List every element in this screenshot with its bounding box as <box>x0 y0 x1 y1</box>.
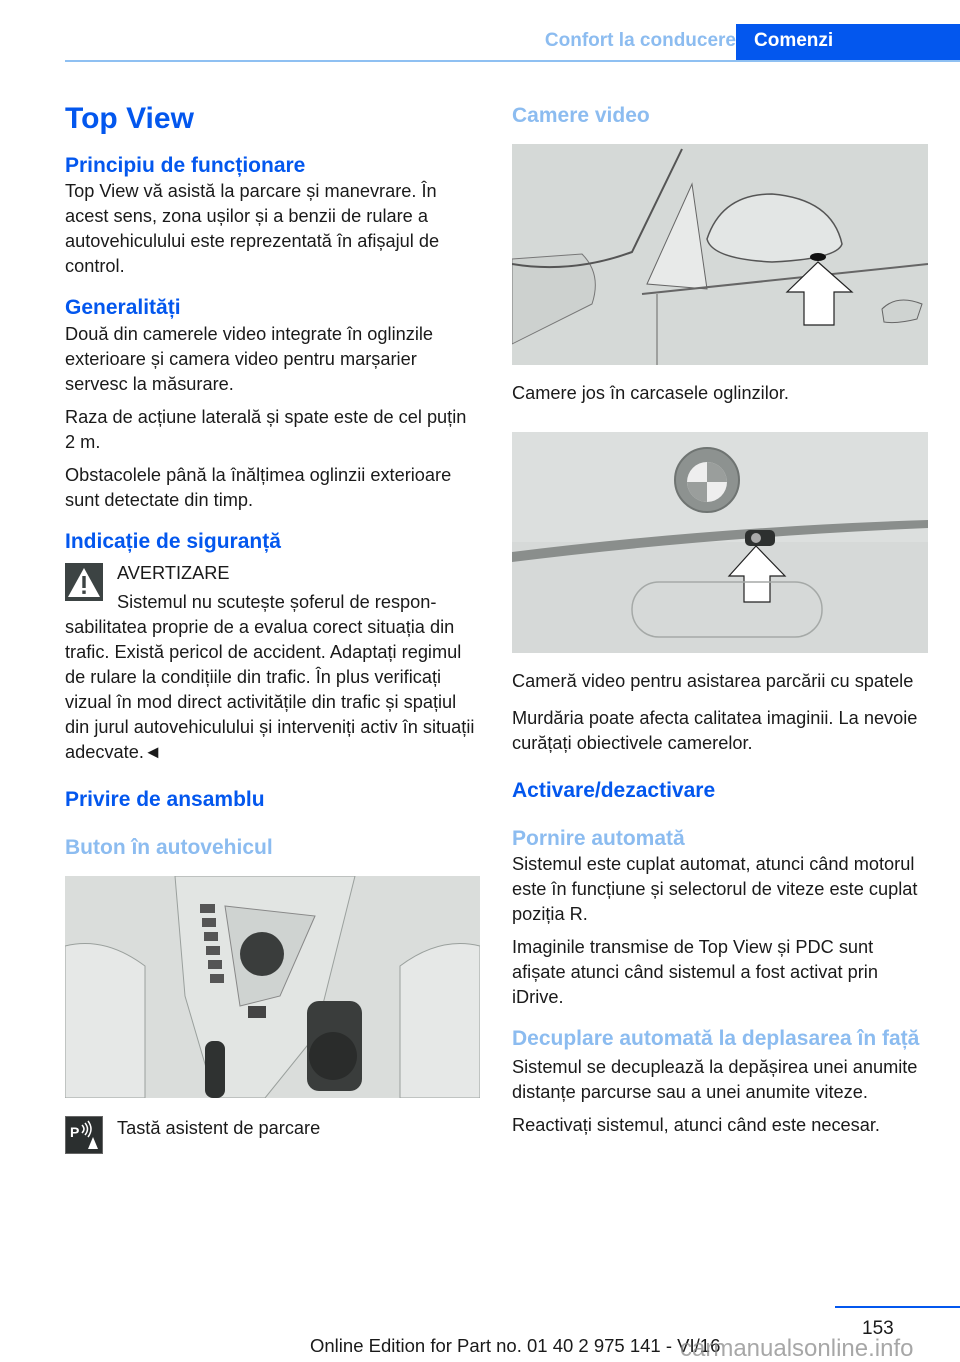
cameras-heading: Camere video <box>512 104 650 127</box>
park-assist-icon <box>65 1116 103 1154</box>
rear-camera-figure <box>512 432 928 653</box>
auto-start-paragraph: Sistemul este cuplat automat, atunci când motorul este în funcțiune și selectorul de viteze este cuplat poziția R. <box>512 853 918 924</box>
activation-heading: Activare/dezactivare <box>512 779 716 803</box>
page-title: Top View <box>65 102 194 135</box>
page-header <box>65 0 960 62</box>
button-subheading: Buton în autovehicul <box>65 836 273 859</box>
overview-heading: Privire de ansamblu <box>65 787 265 811</box>
watermark: carmanualsonline.info <box>680 1335 914 1362</box>
left-column <box>65 95 480 1160</box>
warning-triangle-icon <box>65 563 103 601</box>
general-paragraph: Raza de acțiune laterală și spate este de cel puțin 2 m. <box>65 406 467 452</box>
auto-stop-paragraph: Reactivați sistemul, atunci când este necesar. <box>512 1114 880 1135</box>
edition-text: Online Edition for Part no. 01 40 2 975 141 - VI/16 <box>310 1335 721 1356</box>
warning-block <box>65 561 480 765</box>
camera-cleaning-note: Murdăria poate afecta calitatea imaginii. La nevoie curățați obiectivele camerelor. <box>512 708 918 754</box>
svg-text:P: P <box>70 1124 80 1141</box>
park-assist-caption <box>65 1116 480 1160</box>
auto-start-heading: Pornire automată <box>512 827 685 851</box>
footer-divider <box>835 1306 960 1308</box>
section-tab[interactable]: Confort la conducere <box>544 30 736 51</box>
general-paragraph: Obstacolele până la înălțimea oglinzii exterioare sunt detectate din timp. <box>65 464 452 510</box>
auto-stop-paragraph: Sistemul se decuplează la depășirea unei anumite distanțe parcurse sau a unei anumite viteze. <box>512 1056 918 1102</box>
general-heading: Generalități <box>65 296 181 320</box>
mirror-camera-caption: Camere jos în carcasele oglinzilor. <box>512 383 789 404</box>
rear-camera-caption: Cameră video pentru asistarea parcării cu spatele <box>512 671 914 692</box>
warning-text: Sistemul nu scutește șoferul de responsabilitatea proprie de a evalua corect situația din trafic. Există pericol de accident. Adaptați regimul de rulare la condițiile din trafic. În plus verificați vizual în mod direct activitățile din trafic și spațiul din jurul autovehiculului și interveniți activ în situații adecvate.◄ <box>65 591 475 762</box>
center-console-figure <box>65 876 480 1098</box>
principle-heading: Principiu de funcționare <box>65 154 306 177</box>
warning-title: AVERTIZARE <box>117 562 230 583</box>
general-paragraph: Două din camerele video integrate în oglinzile exterioare și camera video pentru marșarier servesc la măsurare. <box>65 323 434 394</box>
auto-start-paragraph: Imaginile transmise de Top View și PDC sunt afișate atunci când sistemul a fost activat prin iDrive. <box>512 936 878 1007</box>
auto-stop-heading: Decuplare automată la deplasarea în față <box>512 1026 920 1050</box>
principle-text: Top View vă asistă la parcare și manevrare. În acest sens, zona ușilor și a benzii de rulare a autovehiculului este reprezentată în afișajul de control. <box>65 181 440 277</box>
mirror-camera-figure <box>512 144 928 365</box>
right-column <box>512 95 928 1138</box>
page-number: 153 <box>862 1318 894 1339</box>
park-assist-label: Tastă asistent de parcare <box>117 1118 321 1139</box>
header-divider <box>65 60 960 62</box>
safety-heading: Indicație de siguranță <box>65 529 281 553</box>
chapter-tab[interactable]: Comenzi <box>736 24 960 62</box>
